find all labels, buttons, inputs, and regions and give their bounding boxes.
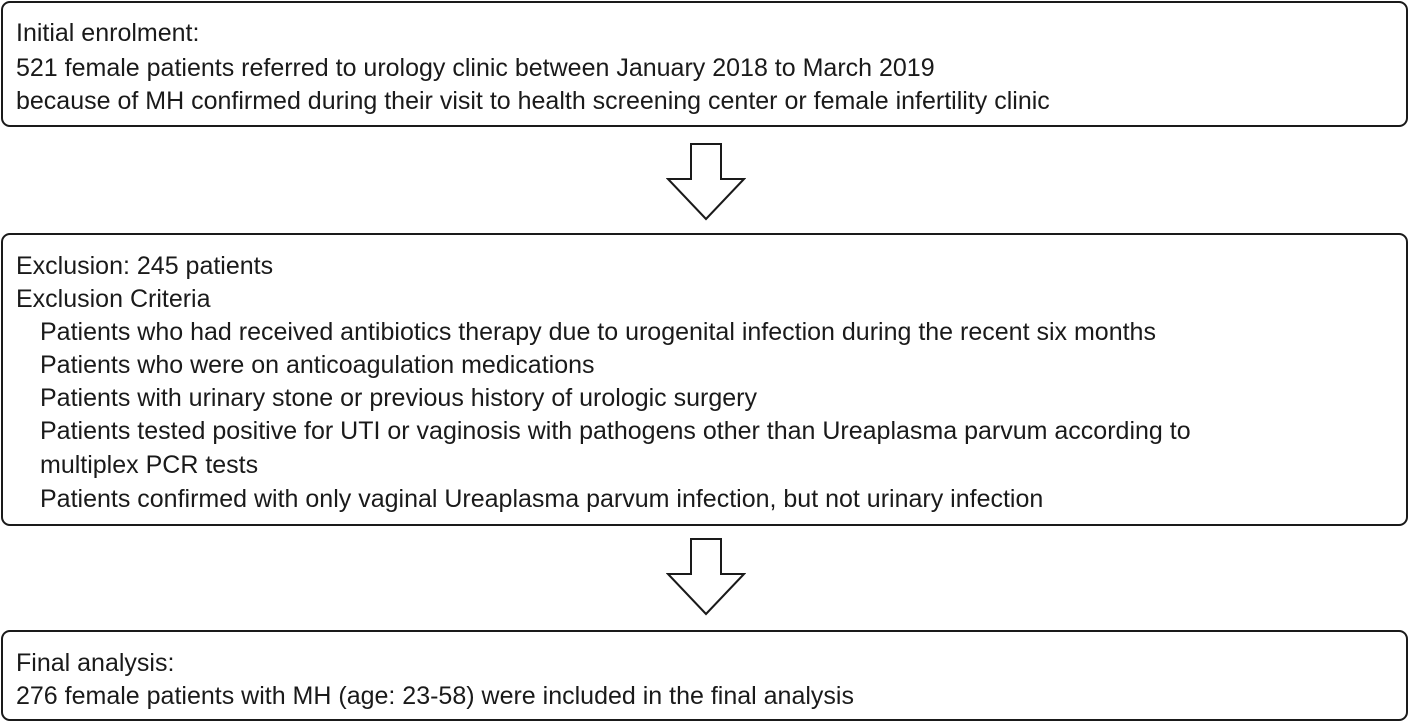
initial-enrolment-line: because of MH confirmed during their visit to health screening center or female infertility clinic (16, 87, 1050, 115)
exclusion-box (1, 233, 1408, 526)
exclusion-criterion: Patients who had received antibiotics therapy due to urogenital infection during the recent six months (40, 318, 1156, 346)
down-arrow-icon (666, 143, 746, 221)
exclusion-criterion: Patients tested positive for UTI or vaginosis with pathogens other than Ureaplasma parvum according to (40, 417, 1191, 445)
exclusion-criterion: Patients who were on anticoagulation medications (40, 351, 595, 379)
initial-enrolment-box (1, 1, 1408, 127)
initial-enrolment-heading: Initial enrolment: (16, 19, 200, 47)
exclusion-criteria-title: Exclusion Criteria (16, 285, 211, 313)
exclusion-criterion: Patients confirmed with only vaginal Ureaplasma parvum infection, but not urinary infection (40, 485, 1044, 513)
final-analysis-line: 276 female patients with MH (age: 23-58) were included in the final analysis (16, 682, 854, 710)
exclusion-heading: Exclusion: 245 patients (16, 252, 274, 280)
initial-enrolment-line: 521 female patients referred to urology clinic between January 2018 to March 2019 (16, 54, 935, 82)
final-analysis-box (1, 630, 1408, 721)
down-arrow-icon (666, 538, 746, 616)
exclusion-criterion: multiplex PCR tests (40, 451, 259, 479)
exclusion-criterion: Patients with urinary stone or previous history of urologic surgery (40, 384, 757, 412)
final-analysis-heading: Final analysis: (16, 649, 175, 677)
